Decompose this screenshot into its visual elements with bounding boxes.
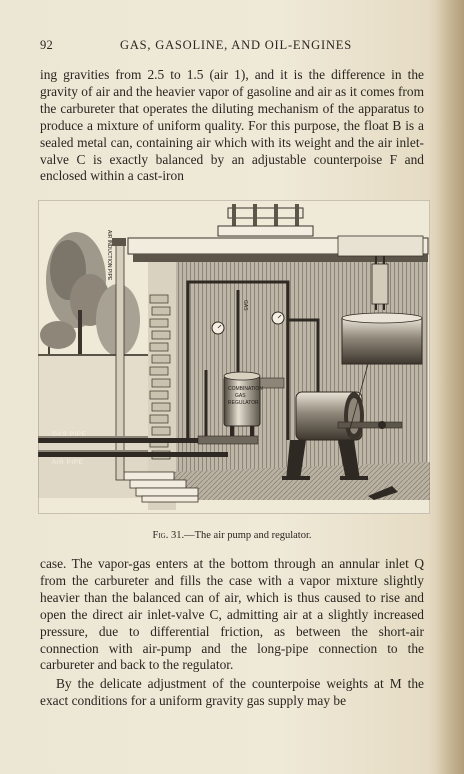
gauge-left bbox=[212, 322, 224, 334]
figure-caption-label: Fig. 31. bbox=[152, 530, 185, 541]
gas-vertical-label: GAS bbox=[242, 300, 248, 311]
air-induction-label: AIR INDUCTION PIPE bbox=[106, 230, 112, 281]
regulator-label-2: GAS bbox=[235, 393, 246, 399]
figure-caption bbox=[0, 530, 464, 541]
figure-caption-text: —The air pump and regulator. bbox=[184, 530, 312, 541]
regulator-label-3: REGULATOR bbox=[228, 400, 259, 406]
figure-illustration bbox=[38, 200, 430, 514]
air-induction-pipe bbox=[116, 240, 124, 480]
running-title: GAS, GASOLINE, AND OIL-ENGINES bbox=[120, 38, 352, 52]
air-pump-engraving bbox=[38, 200, 430, 514]
paragraph-continued: ing gravities from 2.5 to 1.5 (air 1), and it is the difference in the gravity of air and the heavier vapor of gasoline and air as it comes from the carbureter that operates the diluting mechanism of the apparatus to produce a mixture of uniform quality. For this purpose, the float B is a sealed metal can, containing air which with its weight and the air inlet-valve C is exactly balanced by an adjustable counterpoise F and enclosed within a cast-iron bbox=[40, 67, 424, 184]
page-spine-shadow bbox=[436, 0, 464, 774]
gauge-right bbox=[272, 312, 284, 324]
page-header bbox=[40, 38, 424, 56]
regulator-label-1: COMBINATION bbox=[228, 386, 263, 392]
page-number: 92 bbox=[40, 38, 54, 52]
gas-pipe-label: GAS PIPE bbox=[52, 431, 87, 438]
air-pipe-label: AIR PIPE bbox=[52, 459, 84, 466]
paragraph-case: case. The vapor-gas enters at the bottom through an annular inlet Q from the carbureter and fills the case with a vapor mixture slightly heavier than the balanced can of air, which is thus caused to rise and open the direct air inlet-valve C, admitting air at a slightly increased pressure, due to differential friction, as between the short-air connection with air-pump and the long-pipe connection to the carbureter and back to the regulator. bbox=[40, 556, 424, 673]
paragraph-adjustment: By the delicate adjustment of the counterpoise weights at M the exact conditions for a uniform gravity gas supply may be bbox=[40, 676, 424, 708]
